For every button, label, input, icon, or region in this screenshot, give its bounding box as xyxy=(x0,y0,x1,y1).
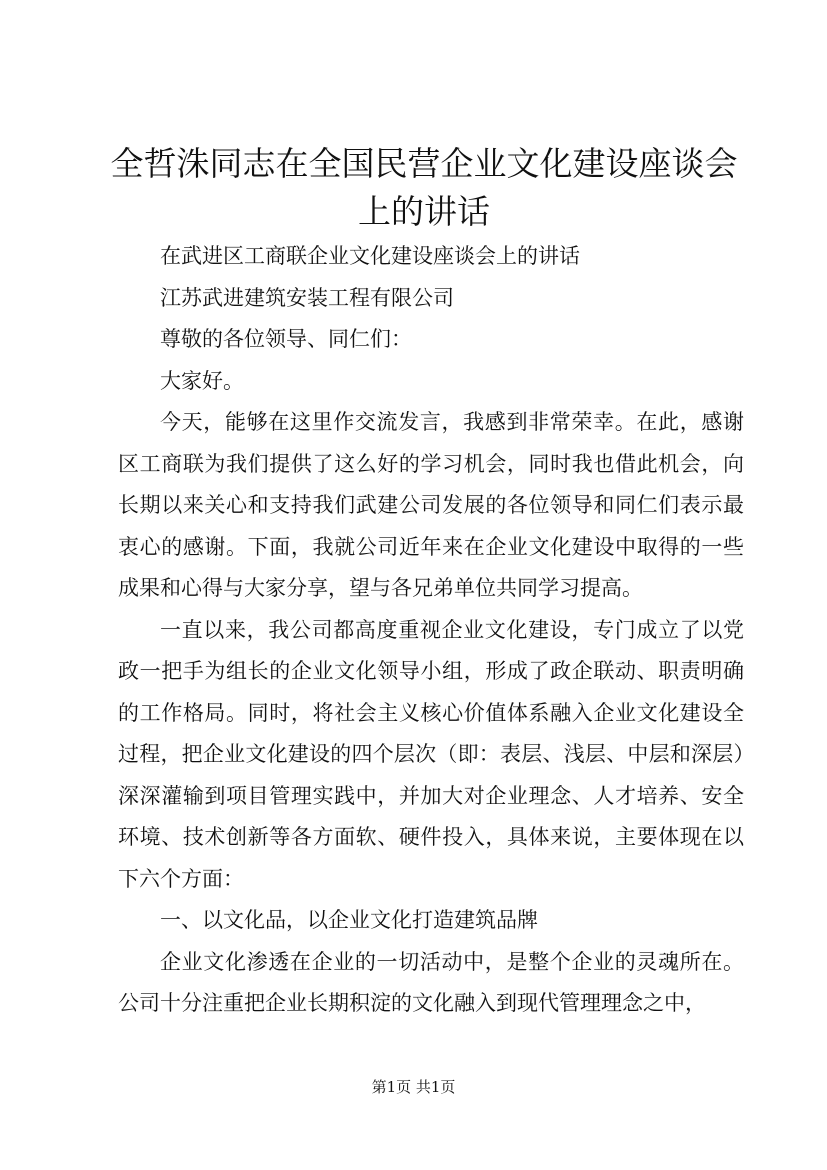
paragraph-company-name: 江苏武进建筑安装工程有限公司 xyxy=(160,285,454,310)
paragraph-greeting: 大家好。 xyxy=(160,368,244,393)
document-body xyxy=(118,236,744,1025)
section-heading-one: 一、以文化品，以企业文化打造建筑品牌 xyxy=(160,908,538,932)
paragraph-speech-subtitle: 在武进区工商联企业文化建设座谈会上的讲话 xyxy=(160,244,580,268)
paragraph-salutation: 尊敬的各位领导、同仁们： xyxy=(160,327,412,351)
page-footer: 第1页 共1页 xyxy=(371,1078,456,1096)
paragraph-section-one: 企业文化渗透在企业的一切活动中，是整个企业的灵魂所在。公司十分注重把企业长期积淀的文化融入到现代管理理念之中， xyxy=(118,949,744,1015)
document-title: 全哲洙同志在全国民营企业文化建设座谈会上的讲话 xyxy=(110,144,738,231)
paragraph-overview: 一直以来，我公司都高度重视企业文化建设，专门成立了以党政一把手为组长的企业文化领导小组，形成了政企联动、职责明确的工作格局。同时，将社会主义核心价值体系融入企业文化建设全过程，把企业文化建设的四个层次（即：表层、浅层、中层和深层）深深灌输到项目管理实践中，并加大对企业理念、人才培养、安全环境、技术创新等各方面软、硬件投入，具体来说，主要体现在以下六个方面： xyxy=(118,617,744,891)
paragraph-introduction: 今天，能够在这里作交流发言，我感到非常荣幸。在此，感谢区工商联为我们提供了这么好的学习机会，同时我也借此机会，向长期以来关心和支持我们武建公司发展的各位领导和同仁们表示最衷心的感谢。下面，我就公司近年来在企业文化建设中取得的一些成果和心得与大家分享，望与各兄弟单位共同学习提高。 xyxy=(118,410,744,600)
